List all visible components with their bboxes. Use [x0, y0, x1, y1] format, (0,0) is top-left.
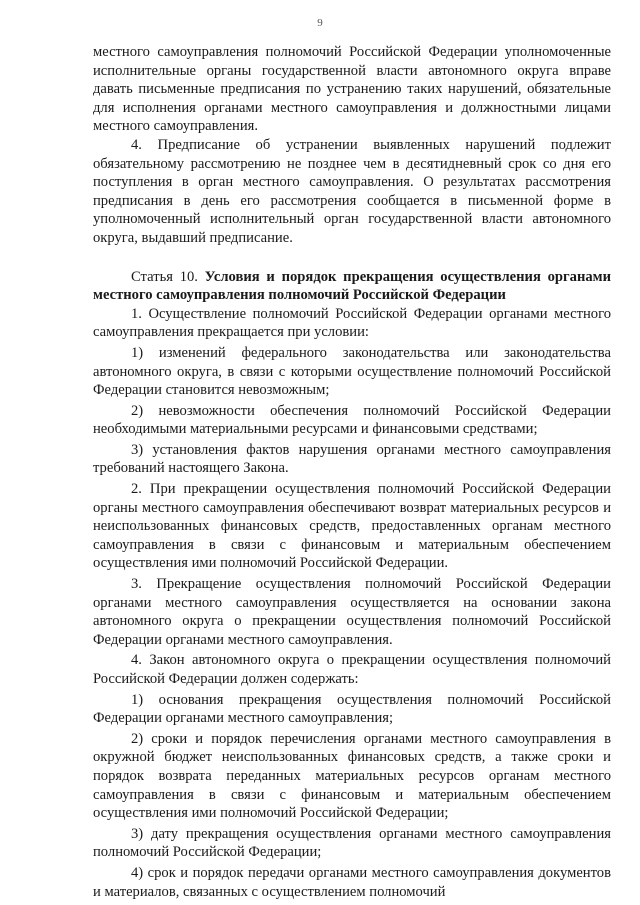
article-paragraph: 3) дату прекращения осуществления органами местного самоуправления полномочий Российской Федерации; — [93, 825, 611, 861]
article-paragraph: 3. Прекращение осуществления полномочий Российской Федерации органами местного самоуправления осуществляется на основании закона автономного округа о прекращении осуществления полномочий Российской Федерации органами местного самоуправления. — [93, 576, 611, 648]
document-body — [93, 43, 611, 901]
article-paragraph: 2. При прекращении осуществления полномочий Российской Федерации органы местного самоуправления обеспечивают возврат материальных ресурсов и неиспользованных финансовых средств, предоставленных органам местного самоуправления в связи с финансовым и материальным обеспечением осуществления ими полномочий Российской Федерации. — [93, 481, 611, 572]
article-paragraph: 4. Закон автономного округа о прекращении осуществления полномочий Российской Федерации должен содержать: — [93, 652, 611, 687]
article-paragraph: 1) основания прекращения осуществления полномочий Российской Федерации органами местного самоуправления; — [93, 691, 611, 727]
article-paragraph: 1. Осуществление полномочий Российской Федерации органами местного самоуправления прекращается при условии: — [93, 305, 611, 341]
page-number: 9 — [317, 17, 323, 29]
paragraph-item-4: 4. Предписание об устранении выявленных нарушений подлежит обязательному рассмотрению не позднее чем в десятидневный срок со дня его поступления в орган местного самоуправления. О результатах рассмотрения предписания в день его рассмотрения сообщается в письменной форме в уполномоченный исполнительный орган государственной власти автономного округа, выдавший предписание. — [93, 136, 611, 246]
article-number: Статья 10. — [131, 268, 205, 285]
paragraph-continued: местного самоуправления полномочий Российской Федерации уполномоченные исполнительные органы государственной власти автономного округа вправе давать письменные предписания по устранению таких нарушений, обязательные для исполнения органами местного самоуправления и должностными лицами местного самоуправления. — [93, 44, 611, 135]
article-paragraph: 2) сроки и порядок перечисления органами местного самоуправления в окружной бюджет неиспользованных финансовых средств, а также сроки и порядок возврата переданных материальных ресурсов органам местного самоуправления в связи с финансовым и материальным обеспечением осуществления ими полномочий Российской Федерации; — [93, 730, 611, 822]
article-paragraph: 3) установления фактов нарушения органами местного самоуправления требований настоящего Закона. — [93, 441, 611, 477]
article-heading — [93, 268, 611, 305]
article-paragraph: 2) невозможности обеспечения полномочий Российской Федерации необходимыми материальными ресурсами и финансовыми средствами; — [93, 402, 611, 438]
article-paragraph: 4) срок и порядок передачи органами местного самоуправления документов и материалов, связанных с осуществлением полномочий — [93, 864, 611, 900]
article-title: Условия и порядок прекращения осуществления органами местного самоуправления полномочий Российской Федерации — [93, 268, 612, 304]
article-paragraph: 1) изменений федерального законодательства или законодательства автономного округа, в связи с которыми осуществление полномочий Российской Федерации становится невозможным; — [93, 344, 611, 399]
